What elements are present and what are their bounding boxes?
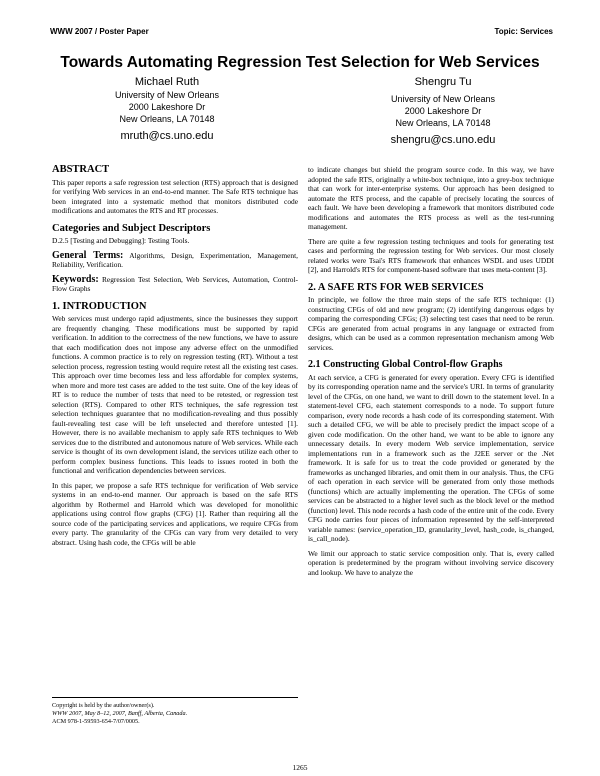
author-city: New Orleans, LA 70148 (119, 114, 215, 124)
abstract-text: This paper reports a safe regression test selection (RTS) approach that is designed for verifying Web services in an end-to-end manner. The Safe RTS technique has been integrated into a systematic method that monitors distributed code modifications and automates the RTS and RT processes. (52, 177, 298, 215)
page-number: 1265 (292, 763, 308, 772)
general-terms-text: Algorithms, Design, Experimentation, Management, Reliability, Verification. (52, 250, 298, 269)
author-name: Michael Ruth (134, 76, 200, 88)
introduction-paragraph-1: Web services must undergo rapid adjustments, since the businesses they support are frequently changing. These modifications must be supported by rapid verification. In addition to the correctness of the new functions, we have to assure that each modification does not impose any adverse effect on the unmodified functions. A common practice is to rely on regression testing (RT). Without a test selection process, regression testing would require retest all the existing test cases. This approach over time becomes less and less affordable for complex systems, when more and more test cases are added to the test suite. One of the key ideas of RT is to reduce the number of tests that need to be retested, or regression test selection (RTS). Compared to other RTS techniques, the safe regression test selection techniques guarantee that no modification-revealing and thus possibly fault-revealing test case will be left unselected and therefore untested [1]. However, there is no available mechanism to apply safe RTS techniques to Web services due to the distributed and autonomous nature of Web services. While each service is thought of its own development island, the services utilize each other to perform complex business functions. This leads to issues rooted in both the functional and verification dependencies between services. (52, 314, 298, 475)
conference-line: WWW 2007, May 8–12, 2007, Banff, Alberta, Canada. (52, 710, 188, 717)
section-2-1-paragraph-2: We limit our approach to static service composition only. That is, every called operation is predetermined by the program without involving service discovery and lookup. We have to analyze the (308, 548, 554, 577)
right-column (308, 165, 554, 582)
author-block-1 (42, 75, 292, 143)
section-2-1-heading: 2.1 Constructing Global Control-flow Graphs (308, 359, 503, 370)
running-header-right: Topic: Services (494, 27, 553, 36)
intro-continued-paragraph: to indicate changes but shield the program source code. In this way, we have adopted the safe RTS, originally a white-box technique, into a grey-box technique that can work for inter-enterprise systems. Our approach has been designed to automate the RTS process, and the capable of precisely locating the sources of each fault. We have been developing a framework that monitors distributed code modifications and automates the RTS process as well as the test-running management. (308, 165, 554, 231)
general-terms (52, 251, 298, 270)
general-terms-label: General Terms: (52, 249, 124, 261)
introduction-heading: 1. INTRODUCTION (52, 300, 147, 312)
author-address: 2000 Lakeshore Dr (404, 106, 482, 116)
section-2-paragraph: In principle, we follow the three main steps of the safe RTS technique: (1) constructing CFGs of old and new program; (2) identifying dangerous edges by comparing the corresponding CFGs; (3) selecting test cases that need to be rerun. CFGs are generated from actual programs in any language or extracted from designs, which can be used as a common representation mechanism among Web services. (308, 295, 554, 352)
introduction-paragraph-2: In this paper, we propose a safe RTS technique for verification of Web service systems in an end-to-end manner. Our approach is based on the safe RTS algorithm by Rothermel and Harrold which was developed for monolithic applications using control flow graphs (CFG) [1]. Rather than requiring all the source code of the participating services and applications, we require CFGs from every party. The granularity of the CFGs can vary from very detailed to very abstract. Using hash code, the CFGs will be able (52, 480, 298, 547)
author-email[interactable]: mruth@cs.uno.edu (120, 130, 214, 142)
categories-heading: Categories and Subject Descriptors (52, 222, 211, 234)
left-column (52, 165, 298, 552)
author-city: New Orleans, LA 70148 (395, 118, 491, 128)
copyright-notice (52, 697, 298, 726)
author-email[interactable]: shengru@cs.uno.edu (390, 134, 496, 146)
author-affiliation: University of New Orleans (114, 90, 220, 100)
section-2-1-paragraph-1: At each service, a CFG is generated for every operation. Every CFG is identified by its corresponding operation name and the service's URI. In terms of granularity level of the CFGs, on one hand, we want to drill down to the statement level. In a statement-level CFG, each statement corresponds to a node. To support future comparison, every node records a hash code of its corresponding statement. With such a detailed CFG, we will be able to precisely predict the impact scope of a given code modification. On the other hand, we want to be able to ignore any unnecessary details. In every modern Web service implementation, service implementations run in a framework such as the J2EE server or the .Net framework. It is safe for us to treat the code provided or generated by the frameworks as unchanged libraries, and omit them in our analysis. Thus, the CFG of each operation in each service will be generated from only those methods (functions) which are actually implementing the operation. The CFGs of some services can be abstracted to a higher level such as the block level or the method (function) level. This node records a hash code of the entire unit of the code. Every CFG node carries four pieces of information represented by the self-interpreted variable names: (service_operation_ID, granularity_level, hash_code, is_changed, is_call_node). (308, 372, 554, 543)
author-address: 2000 Lakeshore Dr (128, 102, 206, 112)
keywords-label: Keywords: (52, 273, 99, 285)
keywords (52, 275, 298, 294)
acm-line: ACM 978-1-59593-654-7/07/0005. (52, 718, 140, 725)
running-header-left: WWW 2007 / Poster Paper (50, 27, 149, 36)
section-2-heading: 2. A SAFE RTS FOR WEB SERVICES (308, 281, 484, 293)
related-work-paragraph: There are quite a few regression testing techniques and tools for generating test cases and performing the regression testing for Web services. Our most closely related works were Tsai's RTS framework that enhances WSDL and uses UDDI [2], and Harrold's RTS for component-based software that uses meta-content [3]. (308, 236, 554, 274)
author-name: Shengru Tu (414, 76, 472, 88)
paper-title: Towards Automating Regression Test Selection for Web Services (60, 54, 540, 71)
copyright-line: Copyright is held by the author/owner(s). (52, 702, 155, 709)
keywords-text: Regression Test Selection, Web Services, Automation, Control-Flow Graphs (52, 274, 298, 293)
abstract-heading: ABSTRACT (52, 164, 110, 175)
categories-text: D.2.5 [Testing and Debugging]: Testing Tools. (52, 236, 190, 245)
author-affiliation: University of New Orleans (390, 94, 496, 104)
author-block-2 (318, 75, 568, 147)
